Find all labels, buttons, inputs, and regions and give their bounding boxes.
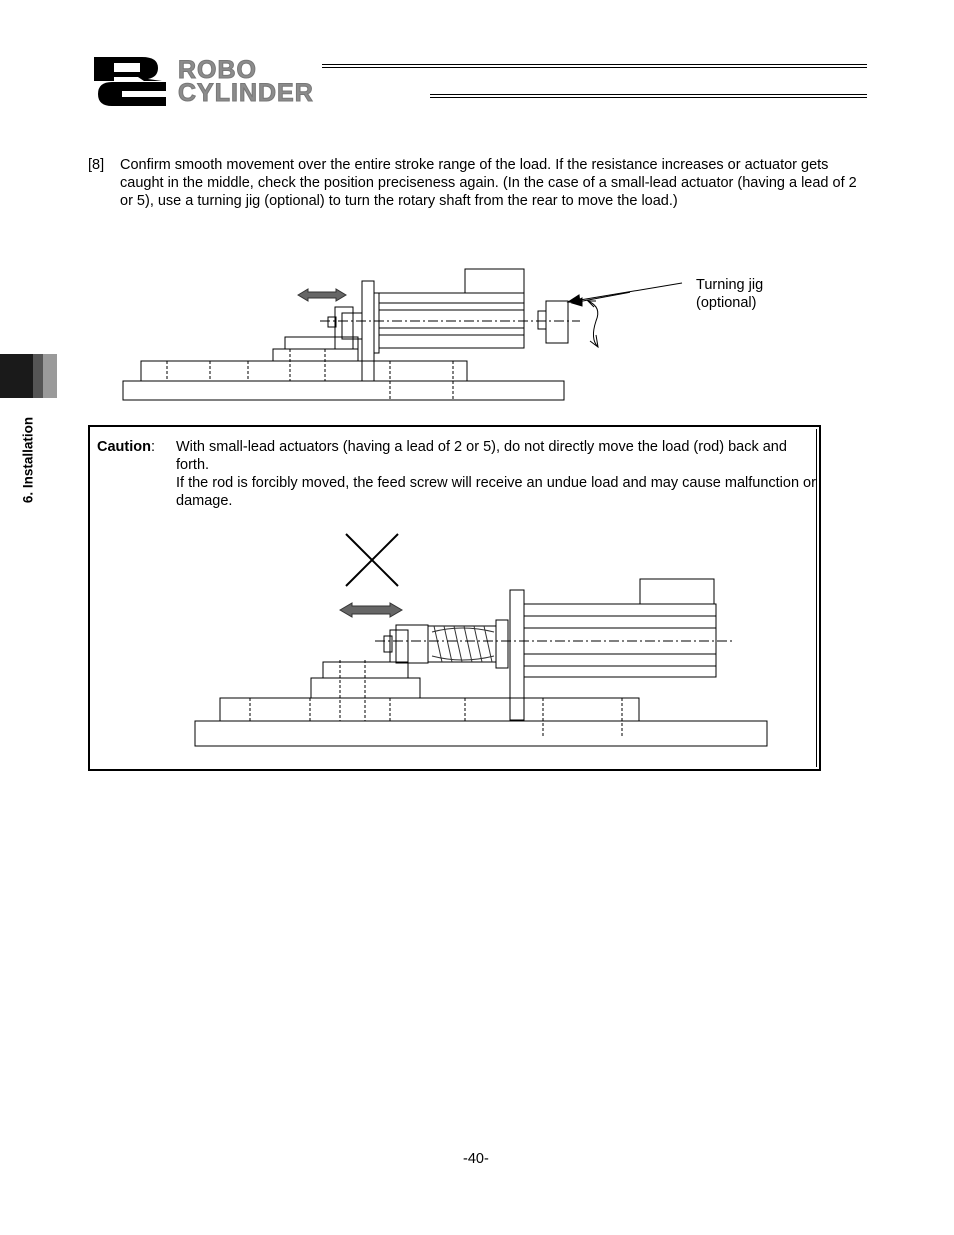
- logo-word-cylinder: CYLINDER: [178, 79, 314, 107]
- caution-line-2: If the rod is forcibly moved, the feed screw will receive an undue load and may cause malfunction or damage.: [176, 475, 816, 509]
- caution-body: [176, 438, 816, 510]
- caution-separator: :: [150, 439, 155, 455]
- header-rule-top-1: [322, 64, 867, 65]
- header-rule-bottom-1: [430, 94, 867, 95]
- chapter-side-tab: [0, 354, 57, 398]
- caution-title: [97, 438, 155, 456]
- step-text: Confirm smooth movement over the entire stroke range of the load. If the resistance increases or actuator gets caught in the middle, check the position preciseness again. (In the case of a small-lead actuator (having a lead of 2 or 5), use a turning jig (optional) to turn the rotary shaft from the rear to move the load.): [120, 157, 857, 209]
- jig-pointer-line: [560, 280, 685, 310]
- turning-jig-label-line2: (optional): [696, 295, 757, 311]
- step-number: [8]: [88, 157, 105, 173]
- header-rule-bottom-2: [430, 97, 867, 98]
- prohibited-movement-figure: [190, 528, 774, 753]
- header-rule-top-2: [322, 67, 867, 68]
- chapter-side-label: 6. Installation: [20, 416, 36, 504]
- turning-jig-label-line1: Turning jig: [696, 277, 764, 293]
- page-number: -40-: [463, 1151, 489, 1167]
- caution-title-text: Caution: [97, 439, 151, 455]
- logo-word-robo: ROBO: [178, 56, 257, 84]
- turning-jig-figure: [110, 255, 630, 405]
- turning-jig-label: [696, 276, 763, 312]
- rc-logo-mark: [92, 55, 170, 107]
- caution-line-1: With small-lead actuators (having a lead of 2 or 5), do not directly move the load (rod) back and forth.: [176, 439, 787, 473]
